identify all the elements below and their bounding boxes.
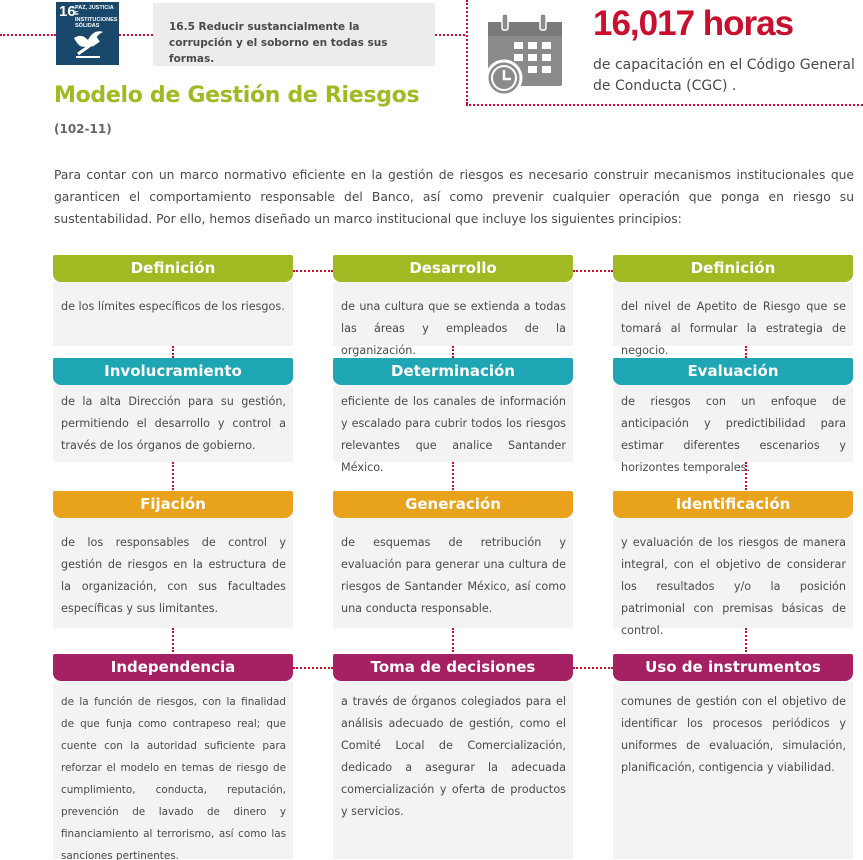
principle-text: de los límites específicos de los riesgos. [53, 282, 293, 346]
principle-title: Involucramiento [53, 358, 293, 385]
connector-col2-b [452, 462, 454, 490]
page-title: Modelo de Gestión de Riesgos [54, 83, 420, 108]
connector-col3-a [745, 346, 747, 358]
sdg-label: PAZ, JUSTICIA E INSTITUCIONES SÓLIDAS [75, 5, 118, 29]
connector-col1-c [172, 628, 174, 652]
principle-title: Evaluación [613, 358, 853, 385]
principle-title: Definición [613, 255, 853, 282]
dove-gavel-icon [70, 26, 106, 60]
principle-title: Generación [333, 491, 573, 518]
principle-text: de una cultura que se extienda a todas las áreas y empleados de la organización. [333, 282, 573, 346]
principle-text: de los responsables de control y gestión de riesgos en la estructura de la organización, con sus facultades específicas y sus limitantes. [53, 518, 293, 628]
connector-col2-c [452, 628, 454, 652]
principle-text: eficiente de los canales de información y escalado para cubrir todos los riesgos relevantes que analice Santander México. [333, 385, 573, 462]
training-hours-description: de capacitación en el Código General de Conducta (CGC) . [593, 57, 855, 94]
principle-title: Uso de instrumentos [613, 654, 853, 681]
principle-title: Toma de decisiones [333, 654, 573, 681]
connector-col1-a [172, 346, 174, 358]
principle-text: a través de órganos colegiados para el análisis adecuado de gestión, como el Comité Local de Comercialización, dedicado a asegurar la adecuada comercialización y oferta de productos y servicios. [333, 681, 573, 859]
connector-col1-b [172, 462, 174, 490]
gri-code: (102-11) [54, 122, 112, 136]
principle-title: Determinación [333, 358, 573, 385]
sdg-target-box: 16.5 Reducir sustancialmente la corrupción y el soborno en todas sus formas. [153, 3, 435, 66]
calendar-clock-icon [484, 12, 568, 96]
connector-row1-a [293, 270, 333, 272]
highlight-underline [466, 104, 863, 106]
top-mid-dotted-line [119, 34, 153, 36]
principle-text: y evaluación de los riesgos de manera integral, con el objetivo de considerar los resultados y/o la posición patrimonial con premisas básicas de control. [613, 518, 853, 628]
principle-text: del nivel de Apetito de Riesgo que se tomará al formular la estrategia de negocio. [613, 282, 853, 346]
sdg-number: 16 [59, 3, 76, 20]
sdg-16-badge [56, 2, 119, 65]
principle-title: Desarrollo [333, 255, 573, 282]
principle-title: Fijación [53, 491, 293, 518]
top-left-dotted-line [0, 34, 56, 36]
connector-row4-a [293, 667, 333, 669]
highlight-divider [466, 0, 468, 104]
connector-col2-a [452, 346, 454, 358]
connector-col3-c [745, 628, 747, 652]
intro-paragraph: Para contar con un marco normativo eficiente en la gestión de riesgos es necesario construir mecanismos institucionales que garanticen el comportamiento responsable del Banco, así como prevenir cualquier operación que ponga en riesgo su sustentabilidad. Por ello, hemos diseñado un marco institucional que incluye los siguientes principios: [54, 168, 854, 226]
principle-title: Identificación [613, 491, 853, 518]
principle-text: comunes de gestión con el objetivo de identificar los procesos periódicos y uniformes de evaluación, simulación, planificación, contigencia y viabilidad. [613, 681, 853, 859]
training-hours-value: 16,017 horas [593, 4, 794, 43]
principle-text: de esquemas de retribución y evaluación para generar una cultura de riesgos de Santander México, así como una conducta responsable. [333, 518, 573, 628]
connector-row4-b [573, 667, 613, 669]
principle-title: Independencia [53, 654, 293, 681]
principle-text: de riesgos con un enfoque de anticipación y predictibilidad para estimar diferentes escenarios y horizontes temporales. [613, 385, 853, 462]
principle-text: de la función de riesgos, con la finalidad de que funja como contrapeso real; que cuente con la autoridad suficiente para reforzar el modelo en temas de riesgo de cumplimiento, conducta, reputación, prevención de lavado de dinero y financiamiento al terrorismo, así como las sanciones pertinentes. [53, 681, 293, 859]
connector-row1-b [573, 270, 613, 272]
principle-text: de la alta Dirección para su gestión, permitiendo el desarrollo y control a través de los órganos de gobierno. [53, 385, 293, 462]
principle-title: Definición [53, 255, 293, 282]
top-right-dotted-line [435, 34, 465, 36]
